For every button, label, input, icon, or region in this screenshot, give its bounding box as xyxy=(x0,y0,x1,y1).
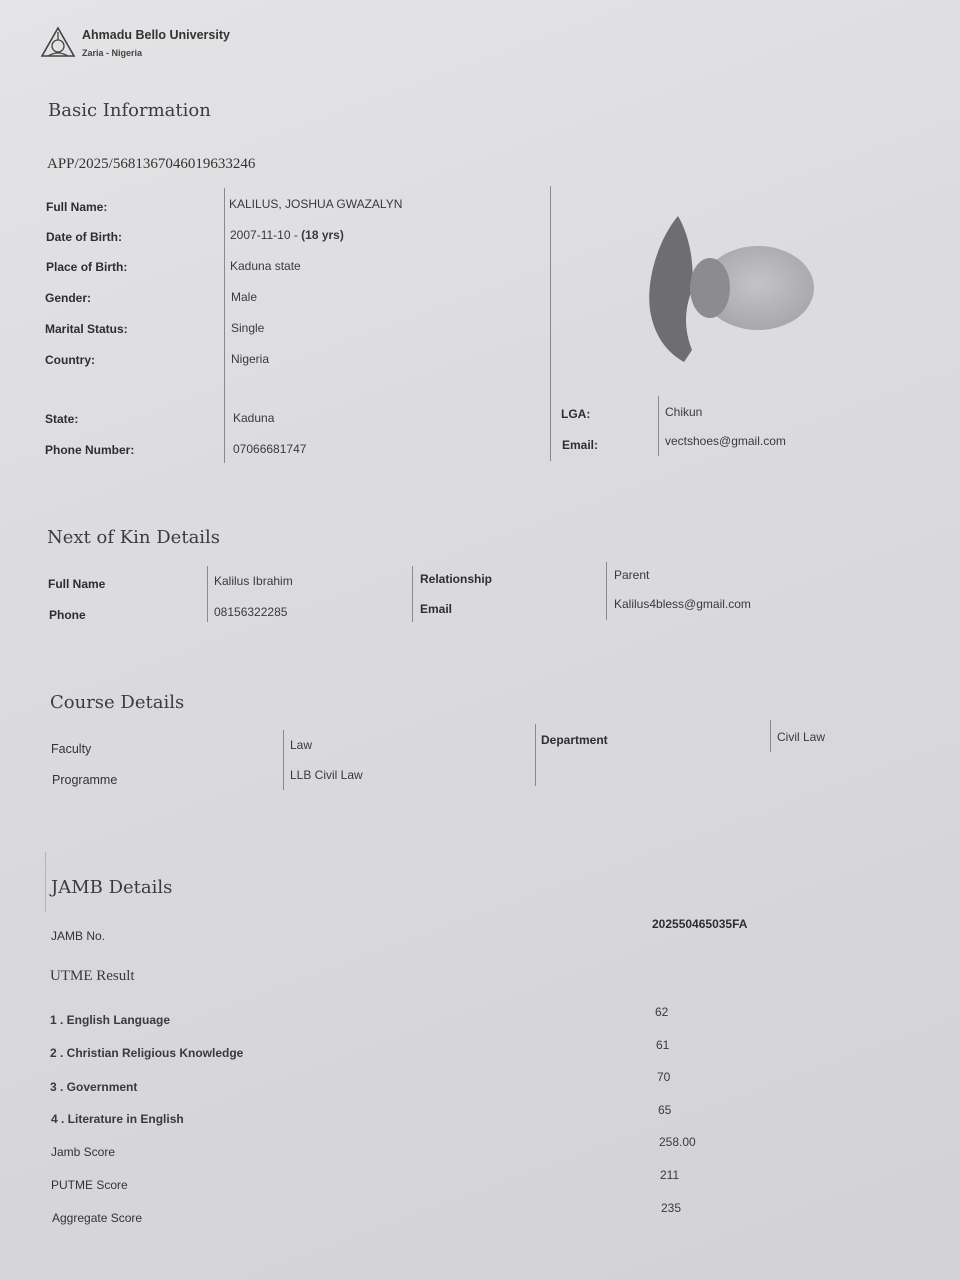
subject-1-score: 62 xyxy=(655,1005,669,1019)
nok-email-value: Kalilus4bless@gmail.com xyxy=(614,597,751,611)
subject-4-label: 4 . Literature in English xyxy=(51,1112,184,1126)
university-location: Zaria - Nigeria xyxy=(82,48,143,58)
basic-info-divider xyxy=(224,188,225,463)
gender-value: Male xyxy=(231,290,258,304)
jamb-no-value: 202550465035FA xyxy=(652,917,748,931)
faculty-value: Law xyxy=(290,738,313,752)
programme-label: Programme xyxy=(52,773,118,787)
pob-value: Kaduna state xyxy=(230,259,301,273)
nok-email-label: Email xyxy=(420,602,453,616)
jamb-score-value: 258.00 xyxy=(659,1135,696,1149)
dob-value xyxy=(230,228,344,242)
course-heading: Course Details xyxy=(50,692,185,713)
phone-label: Phone Number: xyxy=(45,443,135,457)
lga-label: LGA: xyxy=(561,407,591,421)
nok-phone-label: Phone xyxy=(49,608,86,622)
course-divider-3 xyxy=(770,720,771,752)
phone-value: 07066681747 xyxy=(233,442,307,456)
photo-divider xyxy=(550,186,551,461)
subject-1-label: 1 . English Language xyxy=(50,1013,171,1027)
putme-score-label: PUTME Score xyxy=(51,1178,128,1192)
nok-relationship-value: Parent xyxy=(614,568,650,582)
subject-3-label: 3 . Government xyxy=(50,1080,138,1094)
application-number: APP/2025/5681367046019633246 xyxy=(47,156,256,172)
subject-4-score: 65 xyxy=(658,1103,672,1117)
jamb-left-edge xyxy=(45,852,46,912)
programme-value: LLB Civil Law xyxy=(290,768,363,782)
state-label: State: xyxy=(45,412,79,426)
nok-phone-value: 08156322285 xyxy=(214,605,288,619)
course-divider-1 xyxy=(283,730,284,790)
nok-relationship-label: Relationship xyxy=(420,572,493,586)
department-value: Civil Law xyxy=(777,730,826,744)
pob-label: Place of Birth: xyxy=(46,260,128,274)
next-of-kin-heading: Next of Kin Details xyxy=(47,527,221,548)
email-label: Email: xyxy=(562,438,599,452)
age-value: (18 yrs) xyxy=(301,228,344,242)
nok-divider-3 xyxy=(606,562,607,620)
marital-value: Single xyxy=(231,321,265,335)
jamb-heading: JAMB Details xyxy=(51,877,173,898)
marital-label: Marital Status: xyxy=(45,322,128,336)
nok-divider-1 xyxy=(207,566,208,622)
putme-score-value: 211 xyxy=(660,1168,680,1182)
aggregate-score-value: 235 xyxy=(661,1201,682,1215)
subject-2-score: 61 xyxy=(656,1038,670,1052)
gender-label: Gender: xyxy=(45,291,92,305)
lga-value: Chikun xyxy=(665,405,703,419)
subject-2-label: 2 . Christian Religious Knowledge xyxy=(50,1046,244,1060)
subject-3-score: 70 xyxy=(657,1070,671,1084)
nok-full-name-value: Kalilus Ibrahim xyxy=(214,574,293,588)
dob-label: Date of Birth: xyxy=(46,230,122,244)
jamb-score-label: Jamb Score xyxy=(51,1145,116,1159)
passport-photo xyxy=(640,210,815,370)
full-name-value: KALILUS, JOSHUA GWAZALYN xyxy=(229,197,403,211)
aggregate-score-label: Aggregate Score xyxy=(52,1211,143,1225)
department-label: Department xyxy=(541,733,608,747)
university-name: Ahmadu Bello University xyxy=(82,28,230,42)
utme-heading: UTME Result xyxy=(50,968,135,984)
basic-info-heading: Basic Information xyxy=(48,100,211,121)
university-crest-icon xyxy=(40,26,76,60)
nok-full-name-label: Full Name xyxy=(48,577,106,591)
state-value: Kaduna xyxy=(233,411,275,425)
dob-date: 2007-11-10 - xyxy=(230,228,302,242)
faculty-label: Faculty xyxy=(51,742,92,756)
country-value: Nigeria xyxy=(231,352,270,366)
email-value: vectshoes@gmail.com xyxy=(665,434,786,448)
nok-divider-2 xyxy=(412,566,413,622)
country-label: Country: xyxy=(45,353,95,367)
full-name-label: Full Name: xyxy=(46,200,108,214)
course-divider-2 xyxy=(535,724,536,786)
lga-divider xyxy=(658,396,659,456)
jamb-no-label: JAMB No. xyxy=(51,929,106,943)
